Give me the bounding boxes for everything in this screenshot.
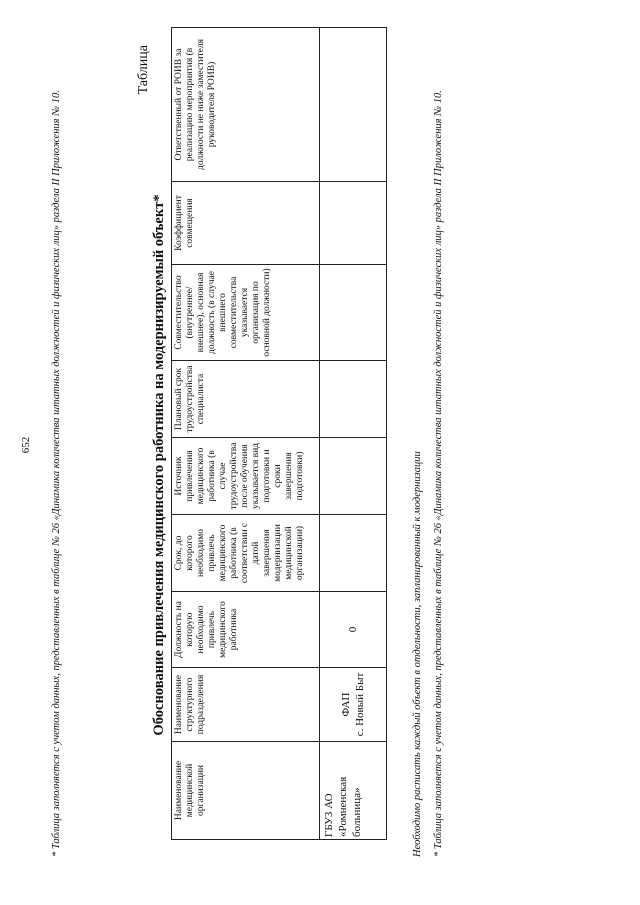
top-footnote: * Таблица заполняется с учетом данных, представленных в таблице № 26 «Динамика количества штатных должностей и физических лиц» раздела II Приложения № 10.	[51, 90, 62, 857]
header-combination: Совместительство (внутреннее/внешнее), основная должность (в случае внешнего совместительства указывается организация по основной должности)	[172, 265, 320, 361]
document-title: Обоснование привлечения медицинского работника на модернизируемый объект*	[151, 194, 167, 736]
cell-dept	[320, 668, 387, 742]
header-planned: Плановый срок трудоустройства специалиста	[172, 361, 320, 438]
bottom-footnote: * Таблица заполняется с учетом данных, представленных в таблице № 26 «Динамика количества штатных должностей и физических лиц» раздела II Приложения № 10.	[433, 90, 444, 857]
header-coefficient: Коэффициент совмещения	[172, 182, 320, 265]
cell-deadline	[320, 515, 387, 592]
header-dept: Наименование структурного подразделения	[172, 668, 320, 742]
dept-name: ФАП	[340, 692, 352, 717]
cell-position: 0	[320, 592, 387, 668]
table-label: Таблица	[136, 45, 151, 95]
justification-table	[171, 27, 387, 840]
table-header-row	[172, 28, 320, 840]
cell-coefficient	[320, 182, 387, 265]
header-position: Должность на которую необходимо привлечь медицинского работника	[172, 592, 320, 668]
cell-combination	[320, 265, 387, 361]
header-source: Источник привлечения медицинского работника (в случае трудоустройства после обучения указывается вид подготовки и сроки завершения подготовки)	[172, 438, 320, 515]
dept-location: с. Новый Быт	[354, 672, 366, 737]
instruction-note: Необходимо расписать каждый объект в отдельности, запланированный к модернизации	[412, 451, 423, 857]
cell-source	[320, 438, 387, 515]
header-responsible: Ответственный от РОИВ за реализацию мероприятия (в должности не ниже заместителя руководителя РОИВ)	[172, 28, 320, 182]
table-row	[320, 28, 387, 840]
cell-org: ГБУЗ АО «Ромненская больница»	[320, 742, 387, 840]
page-number: 652	[20, 436, 32, 454]
cell-planned	[320, 361, 387, 438]
header-deadline: Срок, до которого необходимо привлечь медицинского работника (в соответствии с датой завершения модернизации медицинской организации)	[172, 515, 320, 592]
cell-responsible	[320, 28, 387, 182]
header-org: Наименование медицинской организации	[172, 742, 320, 840]
